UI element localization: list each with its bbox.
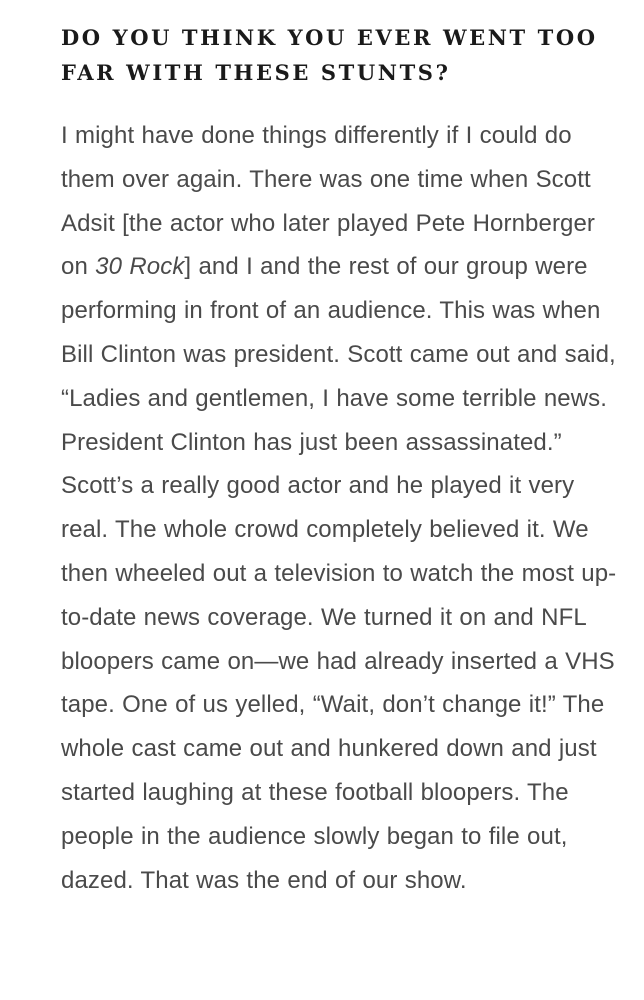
article-body [61, 20, 621, 902]
answer-text-part-2: ] and I and the rest of our group were performing in front of an audience. This was when Bill Clinton was president. Scott came out and said, “Ladies and gentlemen, I have some terrible news. President Clinton has just been assassinated.” Scott’s a really good actor and he played it very real. The whole crowd completely believed it. We then wheeled out a television to watch the most up-to-date news coverage. We turned it on and NFL bloopers came on—we had already inserted a VHS tape. One of us yelled, “Wait, don’t change it!” The whole cast came out and hunkered down and just started laughing at these football bloopers. The people in the audience slowly began to file out, dazed. That was the end of our show. [61, 253, 617, 894]
show-title-italic: 30 Rock [95, 253, 185, 281]
answer-paragraph [61, 114, 621, 902]
question-heading: DO YOU THINK YOU EVER WENT TOO FAR WITH THESE STUNTS? [61, 25, 598, 85]
answer-text-part-1: I might have done things differently if I could do them over again. There was one time when Scott Adsit [the actor who later played Pete Hornberger on [61, 122, 596, 281]
